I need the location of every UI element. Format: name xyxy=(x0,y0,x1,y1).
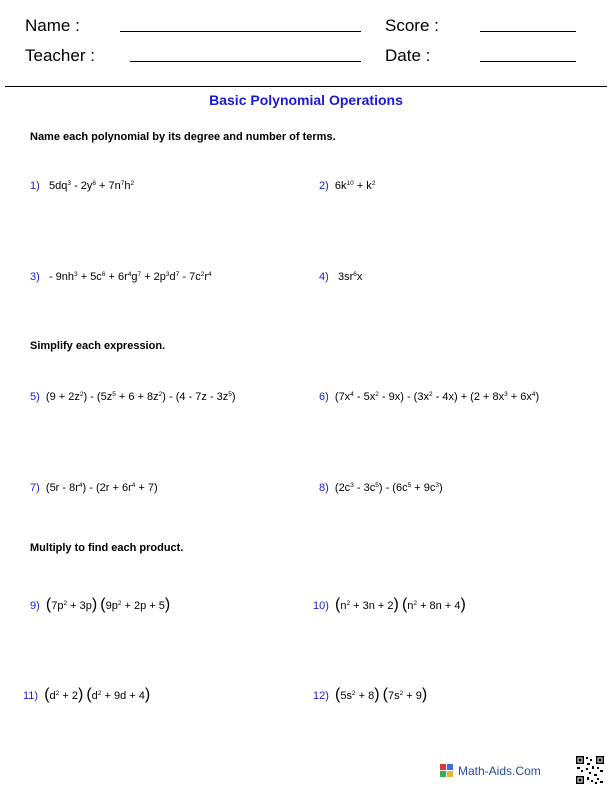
problem-number: 11) xyxy=(23,690,39,702)
problem-expression: $(7x^4 - 5x^2 - 9x) - (3x^2 - 4x) + (2 + 8x^3 + 6x^4)$ xyxy=(334,391,540,403)
problem-6 xyxy=(319,391,539,403)
calculator-icon xyxy=(440,764,454,778)
qr-code-icon xyxy=(575,755,605,785)
problem-4 xyxy=(319,271,362,283)
problem-3 xyxy=(30,271,212,283)
date-field[interactable] xyxy=(480,61,576,62)
problem-7 xyxy=(30,482,158,494)
problem-number: 9) xyxy=(30,600,40,612)
page-title: Basic Polynomial Operations xyxy=(209,92,403,108)
problem-number: 12) xyxy=(313,690,329,702)
brand-logo[interactable] xyxy=(440,764,541,778)
problem-expression: - $9nh^3 + 5c^6 + 6r^4g^7 + 2p^3d^7 - 7c^2r^4$ xyxy=(48,271,212,283)
problem-expression: $5dq^3 - 2y^6 + 7n^7h^2$ xyxy=(48,180,135,192)
problem-number: 10) xyxy=(313,600,329,612)
name-field[interactable] xyxy=(120,31,361,32)
problem-11 xyxy=(23,686,151,703)
name-label: Name : xyxy=(25,16,80,35)
problem-number: 2) xyxy=(319,180,329,192)
problem-9 xyxy=(30,596,171,613)
score-label: Score : xyxy=(385,16,439,35)
problem-2 xyxy=(319,180,375,192)
problem-number: 7) xyxy=(30,482,40,494)
problem-number: 3) xyxy=(30,271,40,283)
problem-number: 1) xyxy=(30,180,40,192)
problem-expression: $(5r - 8r^4) - (2r + 6r^4 + 7)$ xyxy=(45,482,158,494)
problem-number: 5) xyxy=(30,391,40,403)
problem-expression: $3sr^6x$ xyxy=(337,271,363,283)
problem-8 xyxy=(319,482,443,494)
problem-number: 6) xyxy=(319,391,329,403)
section-instruction: Multiply to find each product. xyxy=(30,542,184,554)
date-label: Date : xyxy=(385,46,431,65)
problem-expression: $(d^2 + 2) (d^2 + 9d + 4)$ xyxy=(44,686,151,703)
problem-expression: $(7p^2 + 3p) (9p^2 + 2p + 5)$ xyxy=(45,596,171,613)
section-instruction: Simplify each expression. xyxy=(30,340,166,352)
problem-expression: $(9 + 2z^2) - (5z^5 + 6 + 8z^2) - (4 - 7z - 3z^5)$ xyxy=(45,391,236,403)
problem-expression: $(2c^3 - 3c^5) - (6c^5 + 9c^3)$ xyxy=(334,482,443,494)
brand-name: Math-Aids.Com xyxy=(458,764,541,778)
problem-expression: $(5s^2 + 8) (7s^2 + 9)$ xyxy=(335,686,428,703)
problem-1 xyxy=(30,180,134,192)
problem-number: 4) xyxy=(319,271,329,283)
problem-5 xyxy=(30,391,236,403)
teacher-field[interactable] xyxy=(130,61,361,62)
section-instruction: Name each polynomial by its degree and number of terms. xyxy=(30,131,336,143)
header-divider xyxy=(5,86,607,87)
problem-12 xyxy=(313,686,428,703)
problem-expression: $6k^{10} + k^2$ xyxy=(334,180,376,192)
problem-10 xyxy=(313,596,466,613)
score-field[interactable] xyxy=(480,31,576,32)
problem-number: 8) xyxy=(319,482,329,494)
teacher-label: Teacher : xyxy=(25,46,95,65)
problem-expression: $(n^2 + 3n + 2) (n^2 + 8n + 4)$ xyxy=(335,596,466,613)
